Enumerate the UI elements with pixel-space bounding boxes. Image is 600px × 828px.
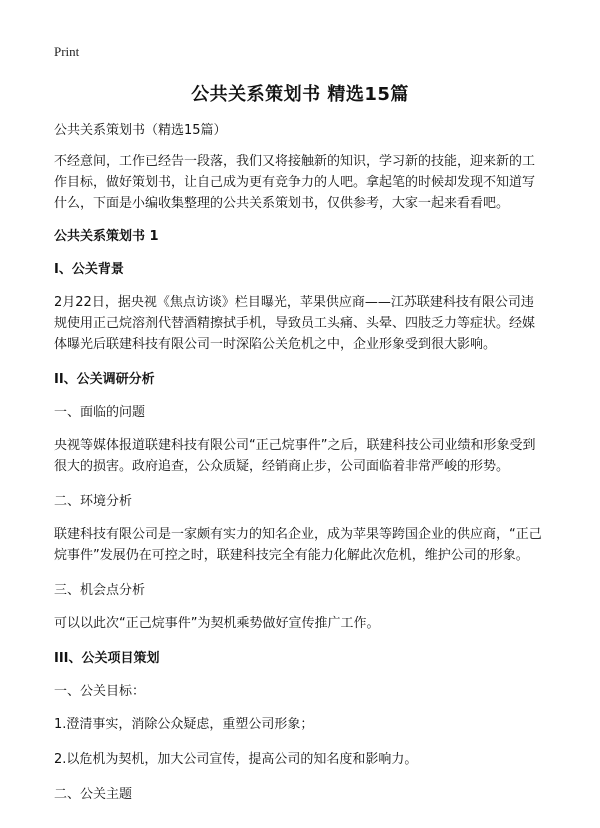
goal-item-1: 1.澄清事实，消除公众疑虑，重塑公司形象；: [54, 717, 314, 732]
subheading-theme: 二、公关主题: [54, 787, 133, 802]
heading-project-planning: III、公关项目策划: [54, 651, 160, 666]
opportunity-paragraph: 可以以此次“正己烷事件”为契机乘势做好宣传推广工作。: [54, 616, 380, 631]
intro-paragraph: 不经意间，工作已经告一段落，我们又将接触新的知识，学习新的技能，迎来新的工作目标，做好策划书，让自己成为更有竞争力的人吧。拿起笔的时候却发现不知道写什么，下面是小编收集整理的公共关系策划书，仅供参考，大家一起来看看吧。: [54, 154, 536, 211]
heading-research-analysis: II、公关调研分析: [54, 372, 155, 387]
problems-paragraph: 央视等媒体报道联建科技有限公司“正己烷事件”之后，联建科技公司业绩和形象受到很大的损害。政府追查，公众质疑，经销商止步，公司面临着非常严峻的形势。: [54, 438, 536, 474]
page-title: 公共关系策划书 精选15篇: [191, 84, 409, 105]
goal-item-2: 2.以危机为契机，加大公司宣传，提高公司的知名度和影响力。: [54, 752, 418, 767]
environment-paragraph: 联建科技有限公司是一家颇有实力的知名企业，成为苹果等跨国企业的供应商，“正己烷事件”发展仍在可控之时，联建科技完全有能力化解此次危机，维护公司的形象。: [54, 527, 542, 563]
print-label[interactable]: Print: [54, 44, 80, 59]
subheading-problems: 一、面临的问题: [54, 405, 146, 420]
document-body: [54, 120, 546, 817]
section-title: 公共关系策划书 1: [54, 229, 159, 244]
background-paragraph: 2月22日，据央视《焦点访谈》栏目曝光，苹果供应商——江苏联建科技有限公司违规使用正己烷溶剂代替酒精擦拭手机，导致员工头痛、头晕、四肢乏力等症状。经媒体曝光后联建科技有限公司一时深陷公关危机之中，企业形象受到很大影响。: [54, 295, 536, 352]
document-subtitle: 公共关系策划书（精选15篇）: [54, 123, 227, 138]
heading-background: I、公关背景: [54, 262, 124, 277]
subheading-environment: 二、环境分析: [54, 494, 133, 509]
subheading-goals: 一、公关目标：: [54, 684, 146, 699]
subheading-opportunity: 三、机会点分析: [54, 583, 146, 598]
